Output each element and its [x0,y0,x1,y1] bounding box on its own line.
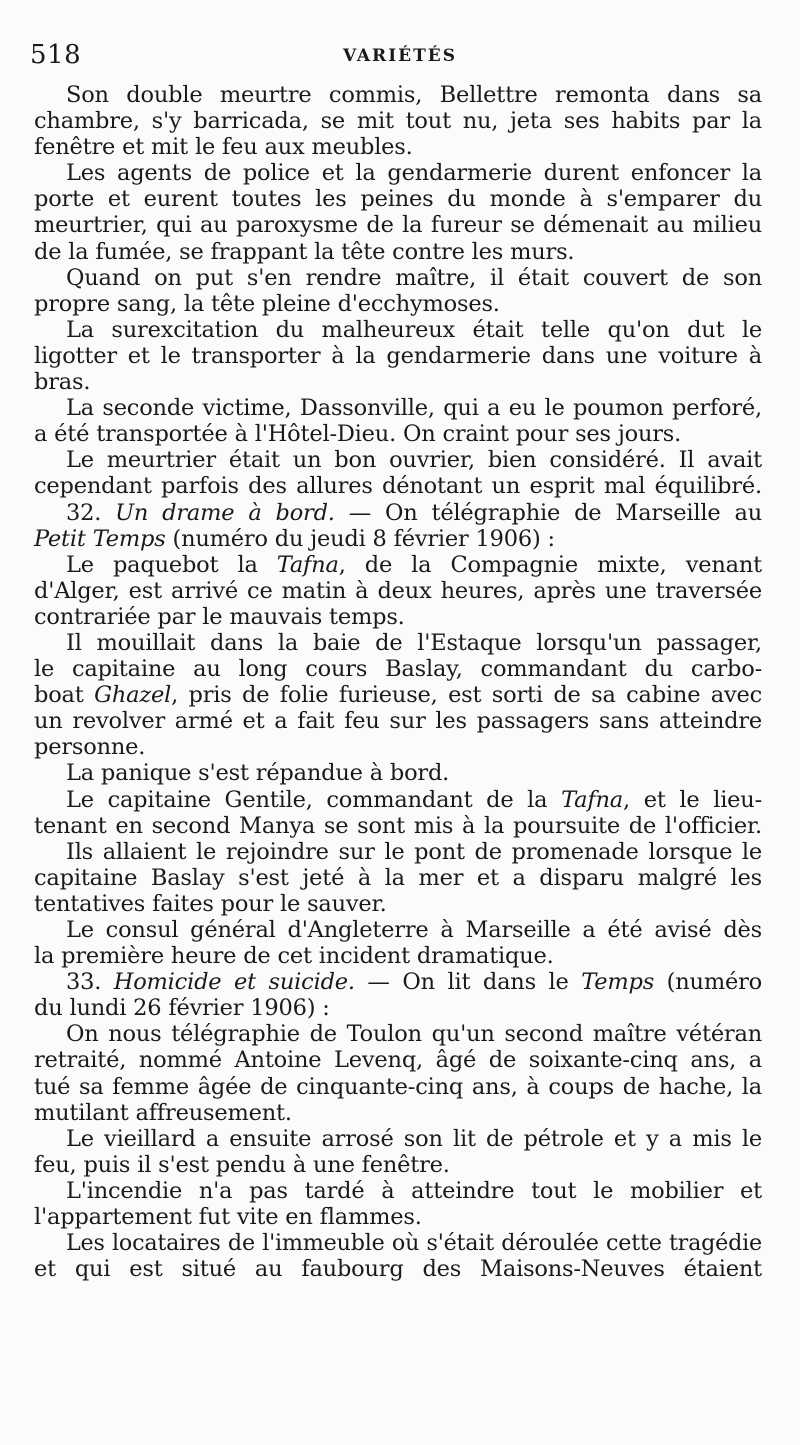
text-line: ligotter et le transporter à la gendarmerie dans une voiture à [34,342,762,369]
running-head [30,40,770,70]
text-line: meurtrier, qui au paroxysme de la fureur se démenait au milieu [34,212,762,239]
text-line: tué sa femme âgée de cinquante-cinq ans, à coups de hache, la [34,1073,762,1100]
section-title: VARIÉTÉS [343,46,457,66]
text-line: Les locataires de l'immeuble où s'était déroulée cette tragédie [66,1230,762,1257]
text-line: le capitaine au long cours Baslay, commandant du carbo- [34,656,762,683]
text-line: Le paquebot la Tafna, de la Compagnie mixte, venant [66,551,762,578]
text-line: retraité, nommé Antoine Levenq, âgé de soixante-cinq ans, a [34,1047,762,1074]
text-line: feu, puis il s'est pendu à une fenêtre. [34,1151,450,1178]
text-line: Son double meurtre commis, Bellettre remonta dans sa [66,82,762,108]
text-line: 33. Homicide et suicide. — On lit dans le Temps (numéro [66,969,762,996]
text-line: Le consul général d'Angleterre à Marseille a été avisé dès [66,917,762,943]
text-line: tenant en second Manya se sont mis à la poursuite de l'officier. [34,812,762,839]
text-line: boat Ghazel, pris de folie furieuse, est sorti de sa cabine avec [34,682,763,709]
text-line: chambre, s'y barricada, se mit tout nu, jeta ses habits par la [34,108,762,135]
text-line: La seconde victime, Dassonville, qui a eu le poumon perforé, [66,395,762,422]
text-line: On nous télégraphie de Toulon qu'un second maître vétéran [66,1021,762,1048]
text-line: La panique s'est répandue à bord. [66,760,450,787]
text-line: contrariée par le mauvais temps. [34,603,405,630]
text-line: propre sang, la tête pleine d'ecchymoses. [34,290,500,317]
text-line: la première heure de cet incident dramatique. [34,943,554,970]
text-line: Il mouillait dans la baie de l'Estaque lorsqu'un passager, [66,629,762,656]
text-line: l'appartement fut vite en flammes. [34,1204,422,1231]
text-line: du lundi 26 février 1906) : [34,995,330,1022]
text-line: cependant parfois des allures dénotant un esprit mal équilibré. [34,473,762,500]
text-line: et qui est situé au faubourg des Maisons-Neuves étaient [34,1256,762,1283]
text-line: a été transportée à l'Hôtel-Dieu. On craint pour ses jours. [34,421,682,448]
text-line: capitaine Baslay s'est jeté à la mer et a disparu malgré les [34,864,762,891]
text-line: bras. [34,369,91,396]
text-line: La surexcitation du malheureux était telle qu'on dut le [66,316,762,343]
text-line: Ils allaient le rejoindre sur le pont de promenade lorsque le [66,838,762,865]
body-text [34,82,762,1282]
text-line: Le vieillard a ensuite arrosé son lit de pétrole et y a mis le [66,1125,762,1152]
text-line: Quand on put s'en rendre maître, il était couvert de son [66,264,762,291]
text-line: 32. Un drame à bord. — On télégraphie de Marseille au [66,499,762,526]
text-line: d'Alger, est arrivé ce matin à deux heures, après une traversée [34,577,762,604]
text-line: Les agents de police et la gendarmerie durent enfoncer la [66,160,762,187]
text-line: Le capitaine Gentile, commandant de la Tafna, et le lieu- [66,786,762,813]
text-line: de la fumée, se frappant la tête contre les murs. [34,238,575,265]
text-line: fenêtre et mit le feu aux meubles. [34,134,413,161]
text-line: personne. [34,734,146,761]
text-line: Petit Temps (numéro du jeudi 8 février 1906) : [34,525,555,552]
page-number: 518 [30,40,82,70]
text-line: mutilant affreusement. [34,1099,292,1126]
text-line: Le meurtrier était un bon ouvrier, bien considéré. Il avait [66,447,762,474]
text-line: tentatives faites pour le sauver. [34,890,387,917]
text-line: L'incendie n'a pas tardé à atteindre tout le mobilier et [66,1177,762,1204]
text-line: un revolver armé et a fait feu sur les passagers sans atteindre [34,708,762,735]
text-line: porte et eurent toutes les peines du monde à s'emparer du [34,186,762,213]
